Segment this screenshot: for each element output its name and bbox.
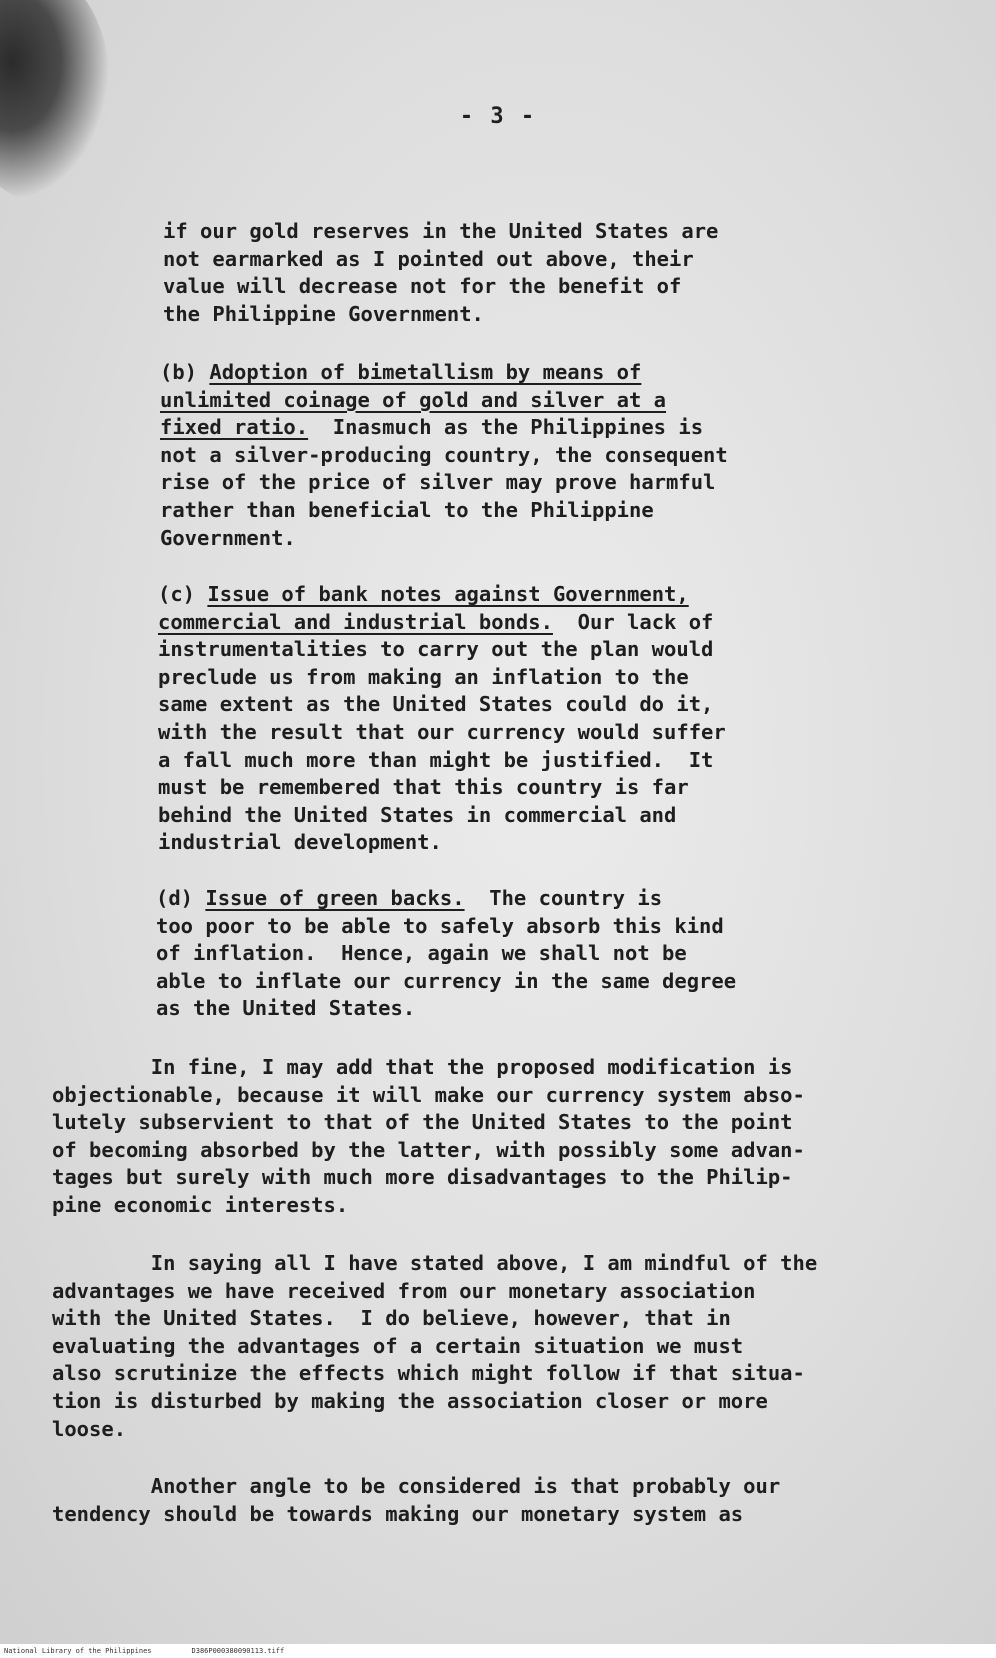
paragraph-another-angle: Another angle to be considered is that probably our tendency should be towards making our monetary system as [52,1474,781,1526]
item-d [156,885,736,1023]
item-b [160,359,728,552]
scan-smudge [0,0,110,200]
footer-filename: D386P000380090113.tiff [191,1647,285,1655]
item-c [158,581,726,857]
item-b-marker: (b) [160,360,210,384]
item-c-body: Our lack of instrumentalities to carry out the plan would preclude us from making an inflation to the same extent as the United States could do it, with the result that our currency would suffer a fall much more than might be justified. It must be remembered that this country is far behind the United States in commercial and industrial development. [158,609,726,855]
paragraph-in-fine: In fine, I may add that the proposed modification is objectionable, because it will make our currency system abso- lutely subservient to that of the United States to the point of becoming absorbed by the latter, with possibly some advan- tages but surely with much more disadvantages to the Philip- pine economic interests. [52,1055,805,1217]
item-c-marker: (c) [158,582,208,606]
item-b-heading: Adoption of bimetallism by means of unlimited coinage of gold and silver at a fixed ratio. [160,360,667,440]
paragraph-a-continuation: if our gold reserves in the United States are not earmarked as I pointed out above, their value will decrease not for the benefit of the Philippine Government. [163,219,719,326]
item-b-body: Inasmuch as the Philippines is not a silver-producing country, the consequent rise of the price of silver may prove harmful rather than beneficial to the Philippine Government. [160,415,728,550]
item-d-body: The country is too poor to be able to safely absorb this kind of inflation. Hence, again we shall not be able to inflate our currency in the same degree as the United States. [156,886,737,1021]
item-d-marker: (d) [156,886,206,910]
paragraph-in-saying: In saying all I have stated above, I am mindful of the advantages we have received from our monetary association with the United States. I do believe, however, that in evaluating the advantages of a certain situation we must also scrutinize the effects which might follow if that situa- tion is disturbed by making the association closer or more loose. [52,1251,818,1441]
item-d-heading: Issue of green backs. [205,886,465,910]
item-c-heading: Issue of bank notes against Government, commercial and industrial bonds. [158,582,689,634]
footer-library: National Library of the Philippines [4,1647,152,1655]
scan-footer [0,1644,996,1658]
page-number: - 3 - [459,104,537,129]
